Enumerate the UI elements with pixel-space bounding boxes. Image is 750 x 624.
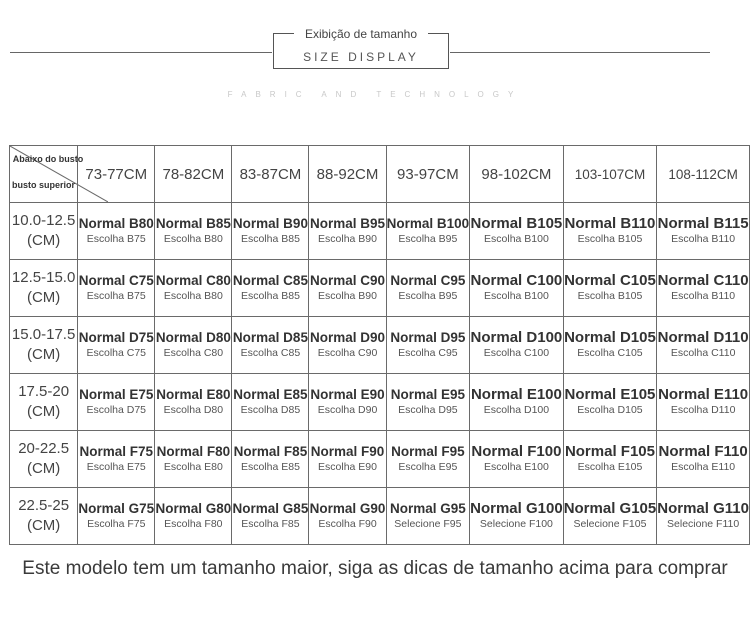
- size-cell: [563, 374, 657, 431]
- normal-size: Normal C110: [657, 271, 749, 289]
- size-cell: [657, 431, 750, 488]
- row-range: 17.5-20: [18, 383, 70, 400]
- normal-size: Normal B95: [310, 215, 386, 231]
- corner-label-underbust: Abaixo do busto: [12, 154, 84, 164]
- normal-size: Normal F95: [391, 443, 465, 459]
- size-cell: [232, 260, 309, 317]
- normal-size: Normal G75: [78, 500, 155, 516]
- recommended-size: Escolha F80: [164, 517, 223, 530]
- page-title: Exibição de tamanho: [304, 27, 418, 41]
- normal-size: Normal G110: [657, 499, 749, 517]
- size-cell: [155, 431, 232, 488]
- table-row: [10, 317, 750, 374]
- size-cell: [470, 374, 564, 431]
- normal-size: Normal F75: [79, 443, 154, 459]
- recommended-size: Escolha F85: [241, 517, 300, 530]
- normal-size: Normal D105: [564, 328, 656, 346]
- size-cell: [78, 431, 155, 488]
- normal-size: Normal G90: [309, 500, 386, 516]
- recommended-size: Escolha C100: [483, 346, 550, 359]
- recommended-size: Escolha B80: [163, 232, 223, 245]
- recommended-size: Escolha B85: [240, 289, 300, 302]
- size-cell: [155, 317, 232, 374]
- size-tip: Este modelo tem um tamanho maior, siga as dicas de tamanho acima para comprar: [22, 558, 728, 579]
- recommended-size: Escolha F90: [318, 517, 377, 530]
- recommended-size: Selecione F100: [479, 517, 553, 530]
- row-unit: (CM): [26, 289, 61, 306]
- recommended-size: Escolha B105: [577, 289, 643, 302]
- size-cell: [470, 203, 564, 260]
- row-header: [10, 260, 78, 317]
- recommended-size: Escolha D95: [398, 403, 458, 416]
- size-cell: [232, 374, 309, 431]
- recommended-size: Escolha F75: [87, 517, 146, 530]
- corner-label-upperbust: busto superior: [12, 180, 76, 190]
- recommended-size: Escolha B105: [577, 232, 643, 245]
- recommended-size: Selecione F105: [573, 517, 647, 530]
- normal-size: Normal G85: [232, 500, 309, 516]
- row-range: 15.0-17.5: [11, 326, 76, 343]
- table-row: [10, 488, 750, 545]
- column-header: 78-82CM: [155, 146, 232, 203]
- normal-size: Normal B85: [155, 215, 231, 231]
- normal-size: Normal E105: [564, 385, 656, 403]
- normal-size: Normal F80: [156, 443, 231, 459]
- row-range: 10.0-12.5: [11, 212, 76, 229]
- row-header: [10, 488, 78, 545]
- recommended-size: Escolha E90: [318, 460, 377, 473]
- size-cell: [78, 374, 155, 431]
- recommended-size: Escolha B95: [398, 289, 458, 302]
- normal-size: Normal D75: [78, 329, 154, 345]
- recommended-size: Escolha B100: [484, 232, 549, 245]
- normal-size: Normal B110: [564, 214, 656, 232]
- size-cell: [563, 260, 657, 317]
- recommended-size: Escolha B80: [163, 289, 223, 302]
- recommended-size: Escolha B110: [671, 289, 736, 302]
- column-header: 103-107CM: [563, 146, 657, 203]
- recommended-size: Escolha E100: [484, 460, 549, 473]
- normal-size: Normal E75: [79, 386, 154, 402]
- column-header: 73-77CM: [78, 146, 155, 203]
- recommended-size: Escolha D110: [670, 403, 736, 416]
- recommended-size: Escolha E110: [671, 460, 736, 473]
- size-cell: [155, 488, 232, 545]
- size-cell: [563, 203, 657, 260]
- size-cell: [657, 374, 750, 431]
- recommended-size: Escolha B90: [318, 289, 377, 302]
- header-divider-left: [10, 52, 272, 53]
- normal-size: Normal G95: [389, 500, 466, 516]
- recommended-size: Escolha B110: [671, 232, 736, 245]
- size-cell: [386, 488, 470, 545]
- normal-size: Normal B105: [470, 214, 563, 232]
- recommended-size: Escolha B100: [484, 289, 549, 302]
- size-cell: [232, 203, 309, 260]
- size-cell: [470, 317, 564, 374]
- recommended-size: Escolha D90: [317, 403, 378, 416]
- recommended-size: Escolha C110: [670, 346, 736, 359]
- table-row: [10, 260, 750, 317]
- size-cell: [563, 431, 657, 488]
- recommended-size: Escolha C90: [317, 346, 378, 359]
- size-cell: [78, 260, 155, 317]
- corner-cell: [10, 146, 84, 203]
- normal-size: Normal C90: [310, 272, 386, 288]
- table-row: [10, 431, 750, 488]
- recommended-size: Escolha E80: [163, 460, 223, 473]
- normal-size: Normal C100: [470, 271, 563, 289]
- size-cell: [155, 374, 232, 431]
- normal-size: Normal F90: [310, 443, 385, 459]
- normal-size: Normal F85: [233, 443, 308, 459]
- recommended-size: Escolha B85: [240, 232, 300, 245]
- size-cell: [657, 260, 750, 317]
- recommended-size: Selecione F110: [667, 517, 740, 530]
- normal-size: Normal C75: [78, 272, 154, 288]
- normal-size: Normal C95: [390, 272, 466, 288]
- size-cell: [386, 317, 470, 374]
- recommended-size: Escolha B95: [398, 232, 458, 245]
- size-cell: [470, 260, 564, 317]
- table-row: [10, 203, 750, 260]
- size-cell: [470, 431, 564, 488]
- size-cell: [309, 203, 386, 260]
- normal-size: Normal G105: [563, 499, 657, 517]
- row-unit: (CM): [26, 403, 61, 420]
- row-range: 12.5-15.0: [11, 269, 76, 286]
- size-cell: [470, 488, 564, 545]
- column-header: 83-87CM: [232, 146, 309, 203]
- normal-size: Normal F100: [471, 442, 562, 460]
- recommended-size: Escolha C85: [240, 346, 301, 359]
- row-header: [10, 317, 78, 374]
- recommended-size: Escolha D105: [577, 403, 643, 416]
- normal-size: Normal E85: [233, 386, 308, 402]
- size-cell: [657, 317, 750, 374]
- size-table: [9, 145, 750, 545]
- size-cell: [78, 488, 155, 545]
- size-cell: [386, 374, 470, 431]
- column-header: 98-102CM: [470, 146, 564, 203]
- normal-size: Normal D95: [390, 329, 466, 345]
- row-unit: (CM): [26, 517, 61, 534]
- size-cell: [563, 317, 657, 374]
- normal-size: Normal C105: [564, 271, 656, 289]
- size-cell: [657, 488, 750, 545]
- recommended-size: Escolha B90: [318, 232, 377, 245]
- normal-size: Normal D80: [155, 329, 231, 345]
- row-header: [10, 431, 78, 488]
- normal-size: Normal E90: [310, 386, 385, 402]
- normal-size: Normal D110: [657, 328, 749, 346]
- size-cell: [78, 317, 155, 374]
- size-cell: [232, 431, 309, 488]
- size-cell: [563, 488, 657, 545]
- column-header: 88-92CM: [309, 146, 386, 203]
- row-header: [10, 374, 78, 431]
- normal-size: Normal B100: [386, 215, 470, 231]
- normal-size: Normal G100: [470, 499, 563, 517]
- normal-size: Normal D100: [470, 328, 563, 346]
- tagline: FABRIC AND TECHNOLOGY: [227, 90, 523, 99]
- normal-size: Normal D85: [232, 329, 308, 345]
- recommended-size: Escolha B75: [86, 289, 146, 302]
- size-cell: [386, 260, 470, 317]
- recommended-size: Escolha D75: [86, 403, 147, 416]
- recommended-size: Escolha C95: [398, 346, 458, 359]
- normal-size: Normal B80: [78, 215, 154, 231]
- row-unit: (CM): [26, 232, 61, 249]
- row-unit: (CM): [26, 460, 61, 477]
- size-cell: [657, 203, 750, 260]
- recommended-size: Escolha D80: [163, 403, 224, 416]
- normal-size: Normal E110: [658, 385, 749, 403]
- recommended-size: Escolha D100: [483, 403, 550, 416]
- normal-size: Normal C80: [155, 272, 231, 288]
- normal-size: Normal F110: [658, 442, 748, 460]
- size-cell: [309, 260, 386, 317]
- normal-size: Normal E95: [390, 386, 466, 402]
- normal-size: Normal B90: [232, 215, 308, 231]
- size-cell: [155, 260, 232, 317]
- row-range: 22.5-25: [18, 497, 70, 514]
- normal-size: Normal E80: [156, 386, 231, 402]
- row-header: [10, 203, 78, 260]
- recommended-size: Escolha B75: [86, 232, 146, 245]
- recommended-size: Escolha D85: [240, 403, 301, 416]
- column-header: 108-112CM: [657, 146, 750, 203]
- recommended-size: Escolha E75: [86, 460, 146, 473]
- normal-size: Normal C85: [232, 272, 308, 288]
- size-cell: [309, 374, 386, 431]
- size-cell: [386, 431, 470, 488]
- size-cell: [155, 203, 232, 260]
- table-row: [10, 374, 750, 431]
- recommended-size: Selecione F95: [394, 517, 462, 530]
- recommended-size: Escolha E85: [240, 460, 300, 473]
- normal-size: Normal G80: [155, 500, 232, 516]
- recommended-size: Escolha C75: [86, 346, 147, 359]
- normal-size: Normal E100: [470, 385, 562, 403]
- normal-size: Normal B115: [657, 214, 749, 232]
- recommended-size: Escolha C80: [163, 346, 224, 359]
- column-header: 93-97CM: [386, 146, 470, 203]
- recommended-size: Escolha C105: [577, 346, 643, 359]
- size-cell: [386, 203, 470, 260]
- size-cell: [309, 431, 386, 488]
- normal-size: Normal F105: [564, 442, 655, 460]
- normal-size: Normal D90: [310, 329, 386, 345]
- size-cell: [309, 317, 386, 374]
- size-cell: [78, 203, 155, 260]
- recommended-size: Escolha E105: [577, 460, 643, 473]
- recommended-size: Escolha E95: [398, 460, 458, 473]
- row-unit: (CM): [26, 346, 61, 363]
- size-cell: [309, 488, 386, 545]
- size-cell: [232, 488, 309, 545]
- size-cell: [232, 317, 309, 374]
- page-subtitle: SIZE DISPLAY: [303, 50, 419, 64]
- header-row: [10, 146, 750, 203]
- row-range: 20-22.5: [18, 440, 70, 457]
- header-divider-right: [450, 52, 710, 53]
